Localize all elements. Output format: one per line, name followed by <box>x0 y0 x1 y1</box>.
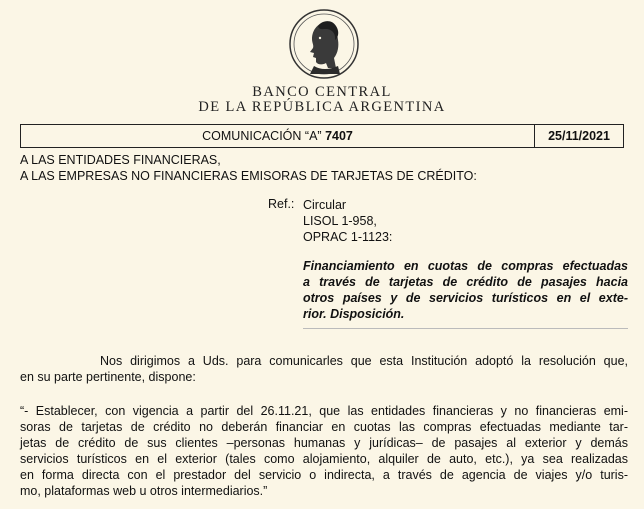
quote-line: mo, plataformas web u otros intermediarios.” <box>20 484 268 498</box>
reference-line: Circular <box>303 198 347 212</box>
addressee-line: A LAS ENTIDADES FINANCIERAS, <box>20 153 221 167</box>
reference-label: Ref.: <box>268 197 295 211</box>
subject-line: a través de tarjetas de crédito de pasajes hacia <box>303 275 628 289</box>
quote-line: “- Establecer, con vigencia a partir del 26.11.21, que las entidades financieras y no financieras emi- <box>20 404 628 418</box>
communication-title <box>21 125 535 147</box>
communication-number: 7407 <box>325 129 353 143</box>
communication-box <box>20 124 624 148</box>
quote-line: en forma directa con el prestador del servicio o indirecta, a través de agencia de viajes y/o turis- <box>20 468 628 482</box>
subject-divider <box>303 328 628 329</box>
intro-line: en su parte pertinente, dispone: <box>20 370 196 384</box>
intro-paragraph-line1 <box>100 353 628 369</box>
intro-line: Nos dirigimos a Uds. para comunicarles que esta Institución adoptó la resolución que, <box>100 354 628 368</box>
addressee-line: A LAS EMPRESAS NO FINANCIERAS EMISORAS DE TARJETAS DE CRÉDITO: <box>20 169 477 183</box>
reference-line: OPRAC 1-1123: <box>303 230 393 244</box>
communication-date: 25/11/2021 <box>548 129 610 143</box>
bcra-seal-logo <box>288 8 360 80</box>
subject-line: Financiamiento en cuotas de compras efectuadas <box>303 259 628 273</box>
intro-paragraph-line2 <box>20 369 628 385</box>
quote-line: jetas de crédito de sus clientes –personas humanas y jurídicas– de pasajes al exterior y demás <box>20 436 628 450</box>
quote-line: servicios turísticos en el exterior (tales como alojamiento, alquiler de auto, etc.), ya sea realizadas <box>20 452 628 466</box>
subject-block <box>303 258 628 322</box>
bank-name-line2: DE LA REPÚBLICA ARGENTINA <box>198 99 446 115</box>
subject-line: otros países y de servicios turísticos en el exte- <box>303 291 628 305</box>
bank-name-line1: BANCO CENTRAL <box>252 84 392 100</box>
communication-prefix: COMUNICACIÓN “A” <box>202 129 322 143</box>
quote-line: soras de tarjetas de crédito no deberán financiar en cuotas las compras efectuadas mediante tar- <box>20 420 628 434</box>
subject-line: rior. Disposición. <box>303 307 405 321</box>
reference-line: LISOL 1-958, <box>303 214 377 228</box>
quoted-resolution <box>20 403 628 499</box>
